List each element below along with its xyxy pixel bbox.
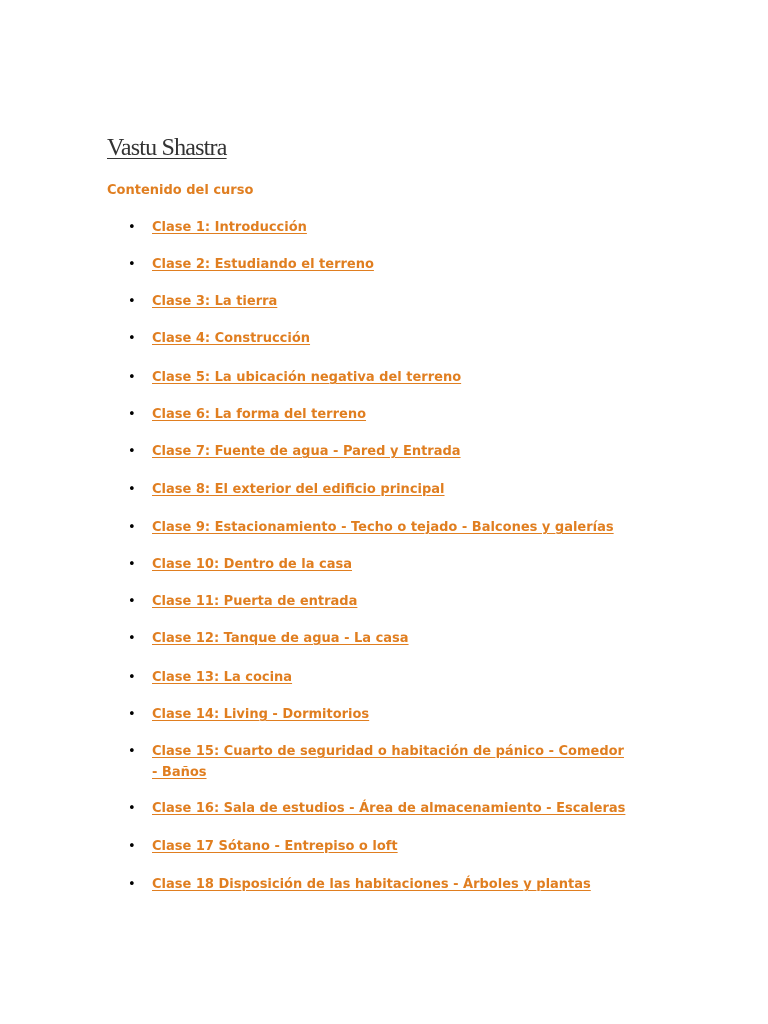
bullet-icon: •	[128, 839, 136, 854]
bullet-icon: •	[128, 482, 136, 497]
lesson-link-10[interactable]: Clase 10: Dentro de la casa	[152, 557, 353, 572]
lesson-link-6[interactable]: Clase 6: La forma del terreno	[152, 407, 367, 422]
document-title: Vastu Shastra	[107, 135, 227, 161]
bullet-icon: •	[128, 370, 136, 385]
lesson-link-13[interactable]: Clase 13: La cocina	[152, 670, 293, 685]
lesson-link-15[interactable]: Clase 15: Cuarto de seguridad o habitación de pánico - Comedor - Baños	[152, 744, 624, 780]
bullet-icon: •	[128, 444, 136, 459]
bullet-icon: •	[128, 557, 136, 572]
lesson-link-9[interactable]: Clase 9: Estacionamiento - Techo o tejado - Balcones y galerías	[152, 520, 614, 535]
lesson-link-1[interactable]: Clase 1: Introducción	[152, 220, 307, 235]
lesson-link-4[interactable]: Clase 4: Construcción	[152, 331, 311, 346]
lesson-link-12[interactable]: Clase 12: Tanque de agua - La casa	[152, 631, 409, 646]
bullet-icon: •	[128, 801, 136, 816]
course-contents-heading: Contenido del curso	[107, 183, 254, 198]
bullet-icon: •	[128, 631, 136, 646]
bullet-icon: •	[128, 331, 136, 346]
bullet-icon: •	[128, 220, 136, 235]
lesson-link-7[interactable]: Clase 7: Fuente de agua - Pared y Entrada	[152, 444, 461, 459]
lesson-link-16[interactable]: Clase 16: Sala de estudios - Área de almacenamiento - Escaleras	[152, 801, 626, 816]
lesson-link-3[interactable]: Clase 3: La tierra	[152, 294, 278, 309]
lesson-link-2[interactable]: Clase 2: Estudiando el terreno	[152, 257, 374, 272]
bullet-icon: •	[128, 294, 136, 309]
bullet-icon: •	[128, 877, 136, 892]
bullet-icon: •	[128, 257, 136, 272]
bullet-icon: •	[128, 407, 136, 422]
lesson-link-18[interactable]: Clase 18 Disposición de las habitaciones - Árboles y plantas	[152, 877, 591, 892]
bullet-icon: •	[128, 744, 136, 759]
lesson-link-17[interactable]: Clase 17 Sótano - Entrepiso o loft	[152, 839, 398, 854]
lesson-link-14[interactable]: Clase 14: Living - Dormitorios	[152, 707, 370, 722]
lesson-link-8[interactable]: Clase 8: El exterior del edificio principal	[152, 482, 445, 497]
lesson-link-5[interactable]: Clase 5: La ubicación negativa del terreno	[152, 370, 462, 385]
bullet-icon: •	[128, 707, 136, 722]
bullet-icon: •	[128, 670, 136, 685]
bullet-icon: •	[128, 594, 136, 609]
bullet-icon: •	[128, 520, 136, 535]
lesson-link-11[interactable]: Clase 11: Puerta de entrada	[152, 594, 358, 609]
